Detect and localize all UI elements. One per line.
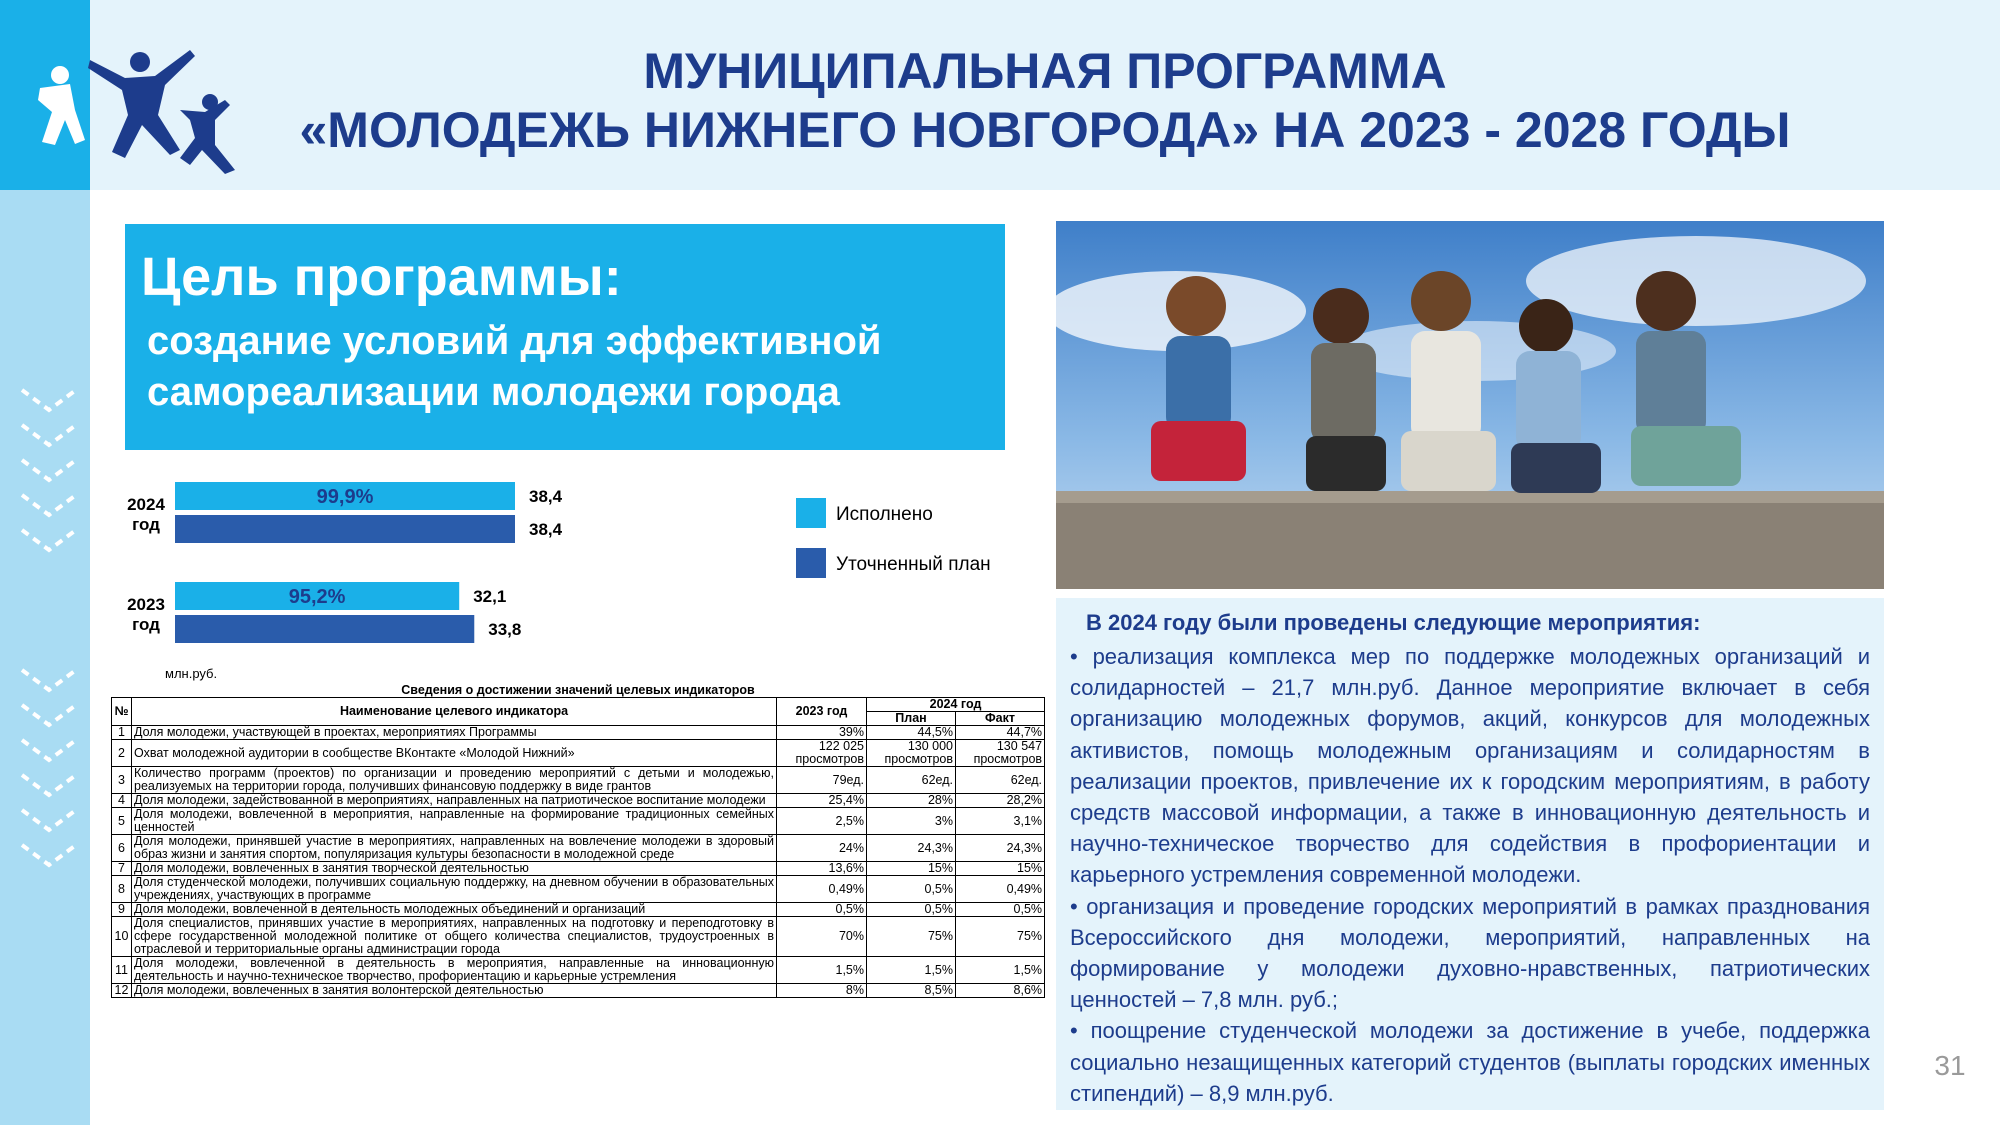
row-number: 9 (112, 903, 132, 917)
event-item-3: • поощрение студенческой молодежи за достижение в учебе, поддержка социально незащищенных категорий студентов (выплаты городских именных стипендий) – 8,9 млн.руб. (1070, 1018, 1870, 1106)
row-value-fact: 0,49% (956, 876, 1045, 903)
row-value-plan: 62ед. (867, 767, 956, 794)
row-value-fact: 44,7% (956, 726, 1045, 740)
percent-label: 99,9% (316, 486, 374, 508)
table-row (112, 957, 1045, 984)
row-indicator-name: Доля молодежи, вовлеченной в деятельность в мероприятия, направленные на инновационную деятельность и научно-техническое творчество, профориентацию и карьерные устремления (132, 957, 777, 984)
program-goal-box (125, 224, 1005, 450)
row-value-plan: 15% (867, 862, 956, 876)
row-value-plan: 1,5% (867, 957, 956, 984)
row-indicator-name: Доля студенческой молодежи, получивших социальную поддержку, на дневном обучении в образовательных учреждениях, участвующих в программе (132, 876, 777, 903)
category-label: 2024 (127, 495, 165, 514)
row-value-2023: 8% (777, 984, 867, 998)
table-row (112, 984, 1045, 998)
row-indicator-name: Доля молодежи, вовлеченных в занятия творческой деятельностью (132, 862, 777, 876)
row-value-fact: 3,1% (956, 808, 1045, 835)
row-value-plan: 0,5% (867, 903, 956, 917)
table-row (112, 903, 1045, 917)
row-number: 5 (112, 808, 132, 835)
page-title (270, 42, 1820, 160)
indicators-table (111, 683, 1045, 998)
goal-text (147, 316, 882, 418)
row-number: 1 (112, 726, 132, 740)
unit-label: млн.руб. (165, 666, 218, 681)
row-value-plan: 28% (867, 794, 956, 808)
row-indicator-name: Доля молодежи, вовлеченной в деятельность молодежных объединений и организаций (132, 903, 777, 917)
event-item-2: • организация и проведение городских мероприятий в рамках празднования Всероссийского дня молодежи, мероприятий, направленных на формирование у молодежи духовно-нравственных, патриотических ценностей – 7,8 млн. руб.; (1070, 893, 1870, 1013)
row-indicator-name: Доля молодежи, вовлеченных в занятия волонтерской деятельностью (132, 984, 777, 998)
row-number: 11 (112, 957, 132, 984)
row-value-fact: 15% (956, 862, 1045, 876)
chevron-pattern-icon (14, 380, 84, 880)
table-row (112, 794, 1045, 808)
row-value-2023: 122 025 просмотров (777, 740, 867, 767)
row-indicator-name: Доля молодежи, вовлеченной в мероприятия, направленные на формирование традиционных семейных ценностей (132, 808, 777, 835)
row-value-2023: 0,5% (777, 903, 867, 917)
row-value-fact: 28,2% (956, 794, 1045, 808)
row-value-plan: 44,5% (867, 726, 956, 740)
jumping-youth-logo-icon (30, 40, 250, 180)
row-value-fact: 62ед. (956, 767, 1045, 794)
row-value-plan: 24,3% (867, 835, 956, 862)
row-value-2023: 79ед. (777, 767, 867, 794)
category-label: год (132, 515, 160, 534)
table-row (112, 808, 1045, 835)
legend-label: Уточненный план (836, 554, 991, 575)
row-value-plan: 8,5% (867, 984, 956, 998)
row-value-plan: 75% (867, 917, 956, 957)
youth-group-photo (1056, 221, 1884, 589)
row-value-2023: 1,5% (777, 957, 867, 984)
row-value-fact: 0,5% (956, 903, 1045, 917)
table-row (112, 726, 1045, 740)
legend-swatch (796, 548, 826, 578)
row-number: 8 (112, 876, 132, 903)
header-fact: Факт (956, 712, 1045, 726)
row-value-plan: 3% (867, 808, 956, 835)
page-title-line2: «МОЛОДЕЖЬ НИЖНЕГО НОВГОРОДА» НА 2023 - 2028 ГОДЫ (299, 102, 1791, 158)
goal-text-line2: самореализации молодежи города (147, 370, 840, 414)
legend-label: Исполнено (836, 504, 933, 525)
category-label: год (132, 615, 160, 634)
row-value-2023: 39% (777, 726, 867, 740)
goal-title: Цель программы: (141, 247, 622, 307)
row-value-fact: 130 547 просмотров (956, 740, 1045, 767)
table-row (112, 740, 1045, 767)
row-value-2023: 24% (777, 835, 867, 862)
row-value-2023: 2,5% (777, 808, 867, 835)
budget-bar-chart (110, 470, 1030, 685)
row-value-2023: 25,4% (777, 794, 867, 808)
row-number: 12 (112, 984, 132, 998)
row-indicator-name: Охват молодежной аудитории в сообществе ВКонтакте «Молодой Нижний» (132, 740, 777, 767)
table-row (112, 876, 1045, 903)
row-value-2023: 13,6% (777, 862, 867, 876)
row-number: 4 (112, 794, 132, 808)
legend-swatch (796, 498, 826, 528)
percent-label: 95,2% (288, 586, 346, 608)
events-text-box (1056, 598, 1884, 1110)
header-2023: 2023 год (777, 698, 867, 726)
table-row (112, 862, 1045, 876)
row-value-2023: 70% (777, 917, 867, 957)
row-value-plan: 0,5% (867, 876, 956, 903)
header-num: № (112, 698, 132, 726)
row-indicator-name: Доля молодежи, участвующей в проектах, мероприятиях Программы (132, 726, 777, 740)
row-number: 6 (112, 835, 132, 862)
page-title-line1: МУНИЦИПАЛЬНАЯ ПРОГРАММА (643, 43, 1447, 99)
event-item-1: • реализация комплекса мер по поддержке молодежных организаций и солидарностей – 21,7 млн.руб. Данное мероприятие включает в себя организацию молодежных форумов, акций, конкурсов для молодежных активистов, помощь молодежным организациям и солидарностям в реализации проектов, привлечение их к городским мероприятиям, в работу средств массовой информации, а также в инновационную деятельность и научно-техническое творчество для содействия в профориентации и карьерного устремления современной молодежи. (1070, 644, 1870, 888)
row-number: 3 (112, 767, 132, 794)
goal-text-line1: создание условий для эффективной (147, 319, 882, 363)
row-indicator-name: Доля специалистов, принявших участие в мероприятиях, направленных на подготовку и переподготовку в сфере государственной молодежной политике от общего количества специалистов, трудоустроенных в отраслевой и территориальные органы администрации города (132, 917, 777, 957)
row-value-fact: 1,5% (956, 957, 1045, 984)
table-row (112, 917, 1045, 957)
bar-plan (175, 515, 515, 543)
indicators-table-wrap (111, 683, 1044, 998)
bar-value-label: 38,4 (529, 487, 563, 506)
table-caption: Сведения о достижении значений целевых индикаторов (401, 683, 755, 697)
bar-value-label: 38,4 (529, 520, 563, 539)
row-value-plan: 130 000 просмотров (867, 740, 956, 767)
row-number: 2 (112, 740, 132, 767)
row-value-2023: 0,49% (777, 876, 867, 903)
row-indicator-name: Доля молодежи, задействованной в мероприятиях, направленных на патриотическое воспитание молодежи (132, 794, 777, 808)
bar-value-label: 33,8 (488, 620, 522, 639)
row-indicator-name: Количество программ (проектов) по организации и проведению мероприятий с детьми и молодежью, реализуемых на территории города, получивших финансовую поддержку в виде грантов (132, 767, 777, 794)
header-name: Наименование целевого индикатора (132, 698, 777, 726)
events-title: В 2024 году были проведены следующие мероприятия: (1086, 610, 1701, 635)
page-number: 31 (1934, 1050, 1966, 1081)
events-list (1070, 641, 1870, 1109)
row-value-fact: 24,3% (956, 835, 1045, 862)
bar-plan (175, 615, 474, 643)
header-plan: План (867, 712, 956, 726)
category-label: 2023 (127, 595, 165, 614)
table-row (112, 767, 1045, 794)
row-value-fact: 75% (956, 917, 1045, 957)
row-number: 10 (112, 917, 132, 957)
bar-value-label: 32,1 (473, 587, 507, 606)
header-2024: 2024 год (867, 698, 1045, 712)
row-indicator-name: Доля молодежи, принявшей участие в мероприятиях, направленных на вовлечение молодежи в здоровый образ жизни и занятия спортом, популяризация культуры безопасности в молодежной среде (132, 835, 777, 862)
row-number: 7 (112, 862, 132, 876)
row-value-fact: 8,6% (956, 984, 1045, 998)
table-row (112, 835, 1045, 862)
